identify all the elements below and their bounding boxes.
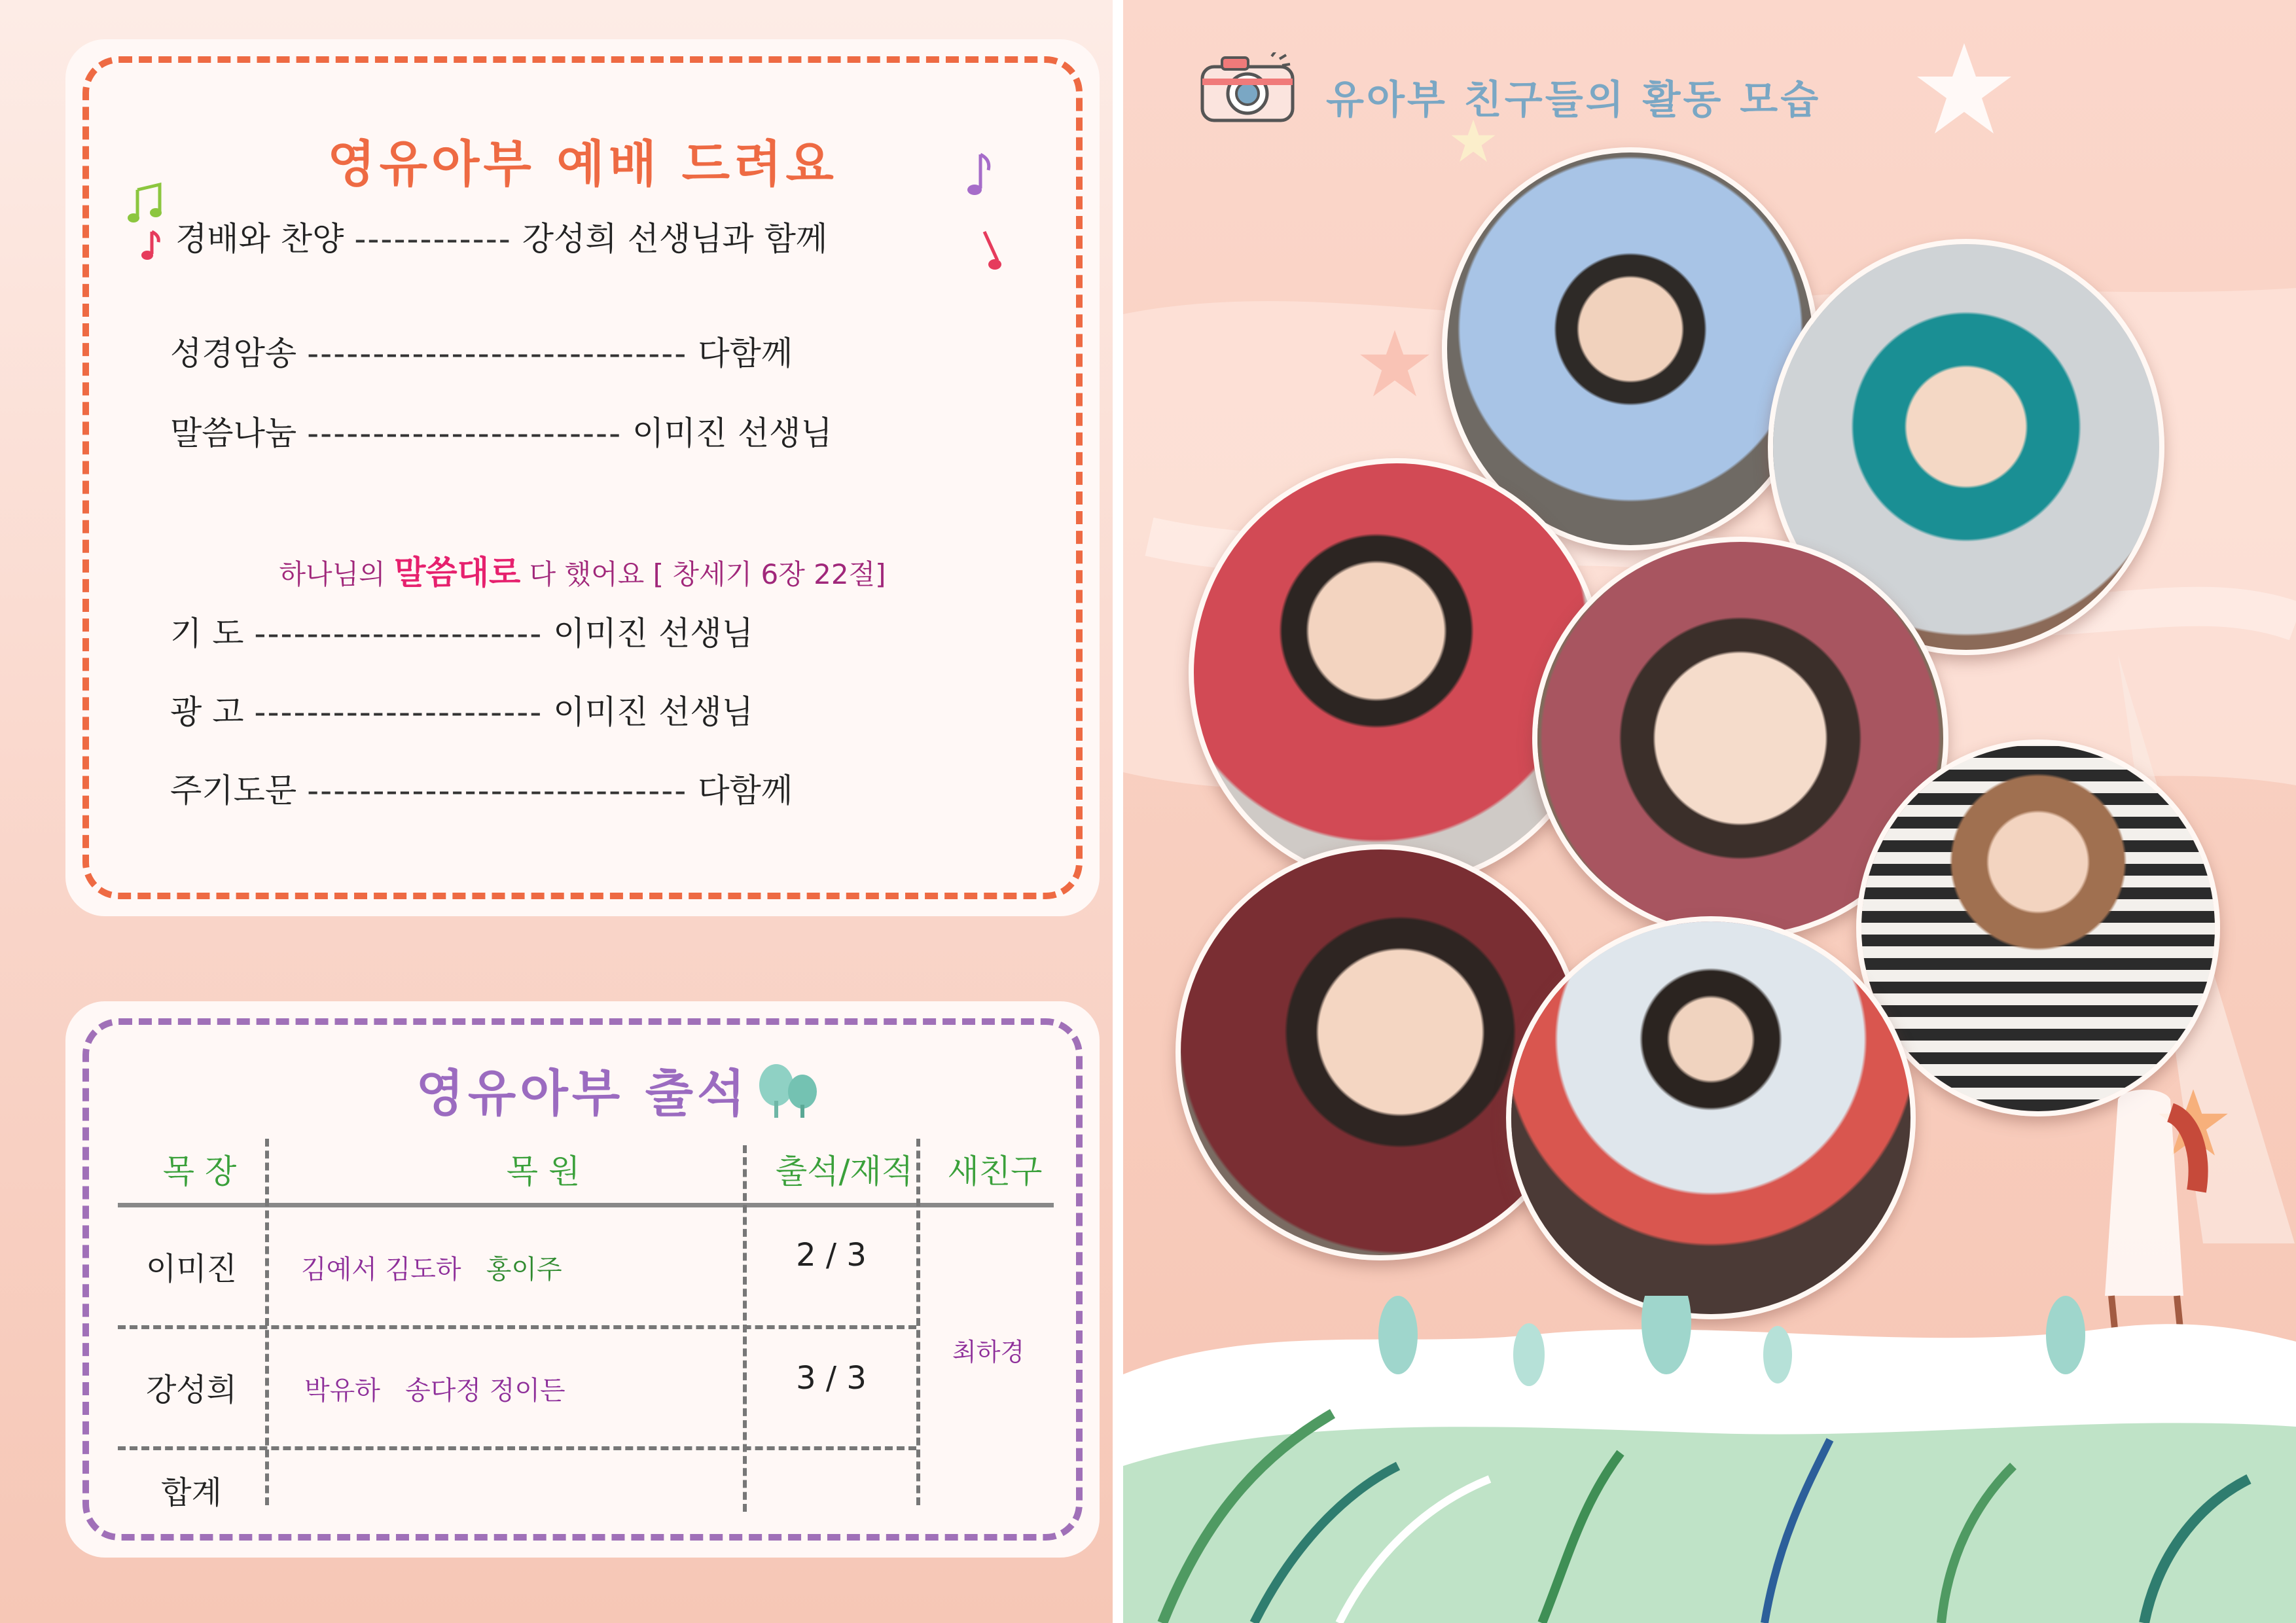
- table-cell-count: 3 / 3: [796, 1360, 867, 1397]
- member-names: 김예서 김도하: [301, 1255, 461, 1285]
- worship-title: 영유아부 예배 드려요: [327, 135, 838, 193]
- teacher-with-children-photo: [1506, 916, 1916, 1319]
- row-dashes: ------------: [354, 220, 512, 258]
- header-attendance: 출석/재적: [775, 1152, 914, 1190]
- verse-reference: [ 창세기 6장 22절]: [653, 558, 886, 590]
- verse-emphasis: 말씀대로: [394, 554, 521, 592]
- row-label: 주기도문: [170, 772, 297, 810]
- music-note-icon: [137, 229, 164, 262]
- worship-row-prayer: [170, 607, 753, 654]
- music-note-icon: [126, 182, 171, 228]
- verse-suffix: 다 했어요: [520, 558, 645, 590]
- star-icon: [1915, 39, 2013, 137]
- row-leader: 다함께: [698, 334, 793, 372]
- table-cell-count: 2 / 3: [796, 1237, 867, 1274]
- row-divider: [118, 1325, 916, 1329]
- table-cell-leader: 강성희: [145, 1372, 238, 1408]
- column-divider: [916, 1139, 920, 1505]
- row-label: 광 고: [170, 693, 244, 731]
- row-leader: 강성희 선생님과 함께: [522, 220, 828, 258]
- worship-row-sharing: [170, 407, 833, 454]
- music-note-icon: [975, 229, 1008, 275]
- header-divider: [118, 1203, 1054, 1207]
- table-cell-new-friend: 최하경: [952, 1338, 1025, 1366]
- table-cell-members: [304, 1370, 565, 1407]
- hill-illustration: [1123, 1296, 2296, 1623]
- row-label: 말씀나눔: [170, 414, 297, 452]
- row-divider: [118, 1446, 916, 1450]
- left-page: [0, 0, 1113, 1623]
- row-label: 경배와 찬양: [175, 220, 344, 258]
- member-names: 박유하: [304, 1376, 380, 1406]
- verse-prefix: 하나님의: [279, 558, 395, 590]
- header-members: 목 원: [506, 1152, 581, 1190]
- right-page: [1123, 0, 2296, 1623]
- table-cell-leader: 이미진: [145, 1251, 238, 1287]
- camera-icon: [1198, 52, 1297, 124]
- row-dashes: -----------------------------: [307, 334, 688, 372]
- row-label: 성경암송: [170, 334, 297, 372]
- row-leader: 이미진 선생님: [632, 414, 833, 452]
- row-dashes: ----------------------: [254, 693, 543, 731]
- tree-icon: [753, 1061, 825, 1120]
- header-leader: 목 장: [162, 1152, 237, 1190]
- row-leader: 다함께: [698, 772, 793, 810]
- row-dashes: ----------------------: [254, 615, 543, 652]
- worship-row-praise: [175, 213, 827, 260]
- attendance-title: 영유아부 출석: [416, 1064, 749, 1122]
- row-label: 기 도: [170, 615, 244, 652]
- member-names: 송다정 정이든: [405, 1376, 565, 1406]
- worship-row-memorization: [170, 327, 793, 374]
- gallery-title: 유아부 친구들의 활동 모습: [1326, 77, 1821, 123]
- header-new-friend: 새친구: [947, 1152, 1043, 1190]
- table-cell-total-label: 합계: [161, 1474, 222, 1511]
- row-leader: 이미진 선생님: [553, 615, 753, 652]
- star-icon: [1359, 327, 1431, 399]
- row-leader: 이미진 선생님: [553, 693, 753, 731]
- table-cell-members: [301, 1249, 562, 1286]
- worship-row-lords-prayer: [170, 764, 793, 812]
- column-divider: [265, 1139, 269, 1505]
- music-note-icon: [956, 151, 995, 203]
- worship-row-announcements: [170, 686, 753, 733]
- attendance-card: [65, 1001, 1100, 1558]
- member-names: 홍이주: [486, 1255, 562, 1285]
- boy-striped-shirt-scarf-photo: [1856, 740, 2220, 1116]
- worship-order-card: [65, 39, 1100, 916]
- bible-verse: [65, 546, 1100, 594]
- row-dashes: ------------------------: [307, 414, 622, 452]
- row-dashes: -----------------------------: [307, 772, 688, 810]
